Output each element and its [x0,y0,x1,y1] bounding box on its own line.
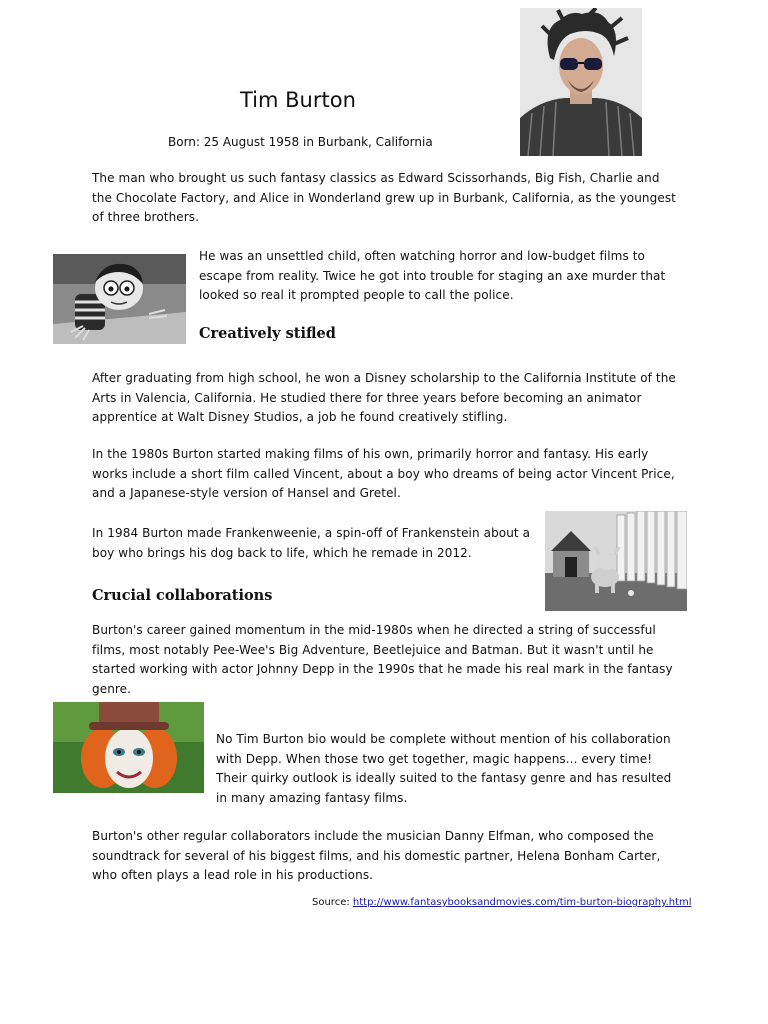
momentum-paragraph: Burton's career gained momentum in the mid-1980s when he directed a string of successful films, most notably Pee-Wee's Big Adventure, Beetlejuice and Batman. But it wasn't until he started working with actor Johnny Depp in the 1990s that he made his real mark in the fantasy genre. [92,623,673,696]
portrait-photo [520,8,642,156]
page-title: Tim Burton [240,88,356,112]
eighties-paragraph: In the 1980s Burton started making films of his own, primarily horror and fantasy. His early works include a short film called Vincent, about a boy who dreams of being actor Vincent Price, and a Japanese-style version of Hansel and Gretel. [92,447,675,500]
mad-hatter-image [53,702,204,793]
depp-paragraph: No Tim Burton bio would be complete without mention of his collaboration with Depp. When those two get together, magic happens... every time! Their quirky outlook is ideally suited to the fantasy genre and has resulted in many amazing fantasy films. [216,732,672,805]
intro-paragraph: The man who brought us such fantasy classics as Edward Scissorhands, Big Fish, Charlie and the Chocolate Factory, and Alice in Wonderland grew up in Burbank, California, as the youngest of three brothers. [92,171,676,224]
collaborators-paragraph: Burton's other regular collaborators include the musician Danny Elfman, who composed the soundtrack for several of his biggest films, and his domestic partner, Helena Bonham Carter, who often plays a lead role in his productions. [92,829,661,882]
childhood-paragraph: He was an unsettled child, often watching horror and low-budget films to escape from reality. Twice he got into trouble for staging an axe murder that looked so real it prompted people to call the police. [199,249,666,302]
disney-paragraph: After graduating from high school, he won a Disney scholarship to the California Institute of the Arts in Valencia, California. He studied there for three years before becoming an animator apprentice at Walt Disney Studios, a job he found creatively stifling. [92,371,676,424]
vincent-image [53,254,186,344]
frankenweenie-image [545,511,687,611]
source-citation [312,897,692,908]
frankenweenie-paragraph: In 1984 Burton made Frankenweenie, a spin-off of Frankenstein about a boy who brings his dog back to life, which he remade in 2012. [92,526,531,560]
source-label: Source: [312,897,353,908]
heading-crucial-collaborations: Crucial collaborations [92,587,273,604]
source-link[interactable]: http://www.fantasybooksandmovies.com/tim-burton-biography.html [352,897,692,908]
heading-creatively-stifled: Creatively stifled [199,325,336,342]
birth-info: Born: 25 August 1958 in Burbank, California [168,135,433,149]
